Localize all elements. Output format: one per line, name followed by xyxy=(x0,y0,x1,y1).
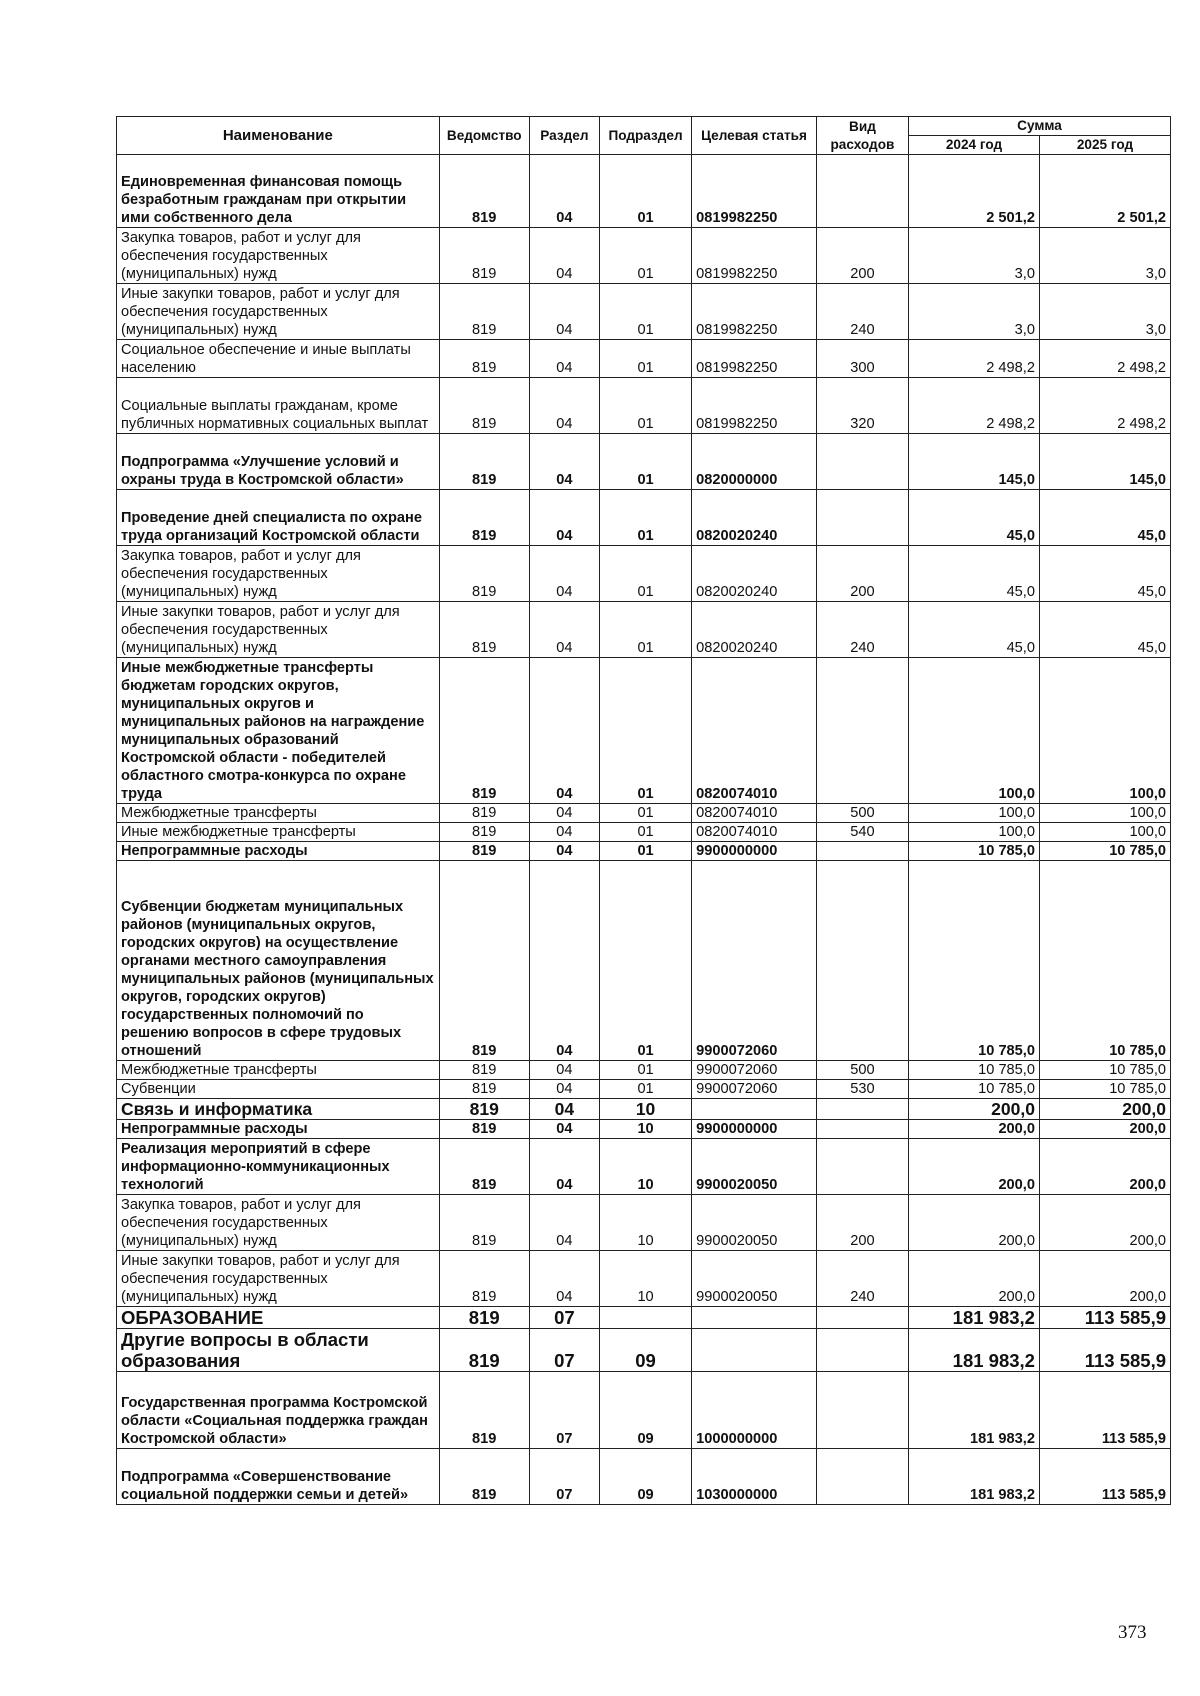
cell-target-article: 9900072060 xyxy=(692,1080,817,1099)
cell-sum-2024: 200,0 xyxy=(909,1195,1040,1251)
cell-name: Проведение дней специалиста по охране труда организаций Костромской области xyxy=(117,490,440,546)
cell-podrazdel: 09 xyxy=(599,1372,691,1449)
table-body xyxy=(117,155,1171,1505)
cell-name: Реализация мероприятий в сфере информационно-коммуникационных технологий xyxy=(117,1139,440,1195)
cell-podrazdel: 09 xyxy=(599,1329,691,1372)
cell-razdel: 07 xyxy=(529,1307,599,1329)
cell-vedomstvo: 819 xyxy=(439,602,529,658)
cell-podrazdel: 01 xyxy=(599,228,691,284)
header-razdel: Раздел xyxy=(529,117,599,155)
cell-target-article: 0820020240 xyxy=(692,602,817,658)
cell-sum-2025: 113 585,9 xyxy=(1039,1372,1170,1449)
cell-name: Непрограммные расходы xyxy=(117,1120,440,1139)
cell-expense-type xyxy=(816,1307,908,1329)
cell-sum-2025: 113 585,9 xyxy=(1039,1329,1170,1372)
cell-target-article: 9900072060 xyxy=(692,1061,817,1080)
cell-sum-2024: 181 983,2 xyxy=(909,1372,1040,1449)
cell-target-article: 0819982250 xyxy=(692,228,817,284)
cell-razdel: 04 xyxy=(529,378,599,434)
cell-expense-type: 200 xyxy=(816,546,908,602)
table-row xyxy=(117,378,1171,434)
cell-sum-2025: 200,0 xyxy=(1039,1139,1170,1195)
cell-sum-2025: 145,0 xyxy=(1039,434,1170,490)
cell-razdel: 04 xyxy=(529,155,599,228)
cell-target-article: 9900072060 xyxy=(692,861,817,1061)
cell-vedomstvo: 819 xyxy=(439,1195,529,1251)
cell-name: Социальные выплаты гражданам, кроме публичных нормативных социальных выплат xyxy=(117,378,440,434)
table-row xyxy=(117,434,1171,490)
cell-target-article xyxy=(692,1329,817,1372)
cell-sum-2024: 45,0 xyxy=(909,490,1040,546)
cell-target-article: 0820000000 xyxy=(692,434,817,490)
cell-sum-2024: 10 785,0 xyxy=(909,1061,1040,1080)
table-row xyxy=(117,340,1171,378)
cell-sum-2025: 45,0 xyxy=(1039,602,1170,658)
cell-target-article xyxy=(692,1099,817,1120)
cell-expense-type: 500 xyxy=(816,1061,908,1080)
cell-razdel: 04 xyxy=(529,434,599,490)
cell-name: Иные межбюджетные трансферты xyxy=(117,823,440,842)
table-row xyxy=(117,1195,1171,1251)
cell-podrazdel: 01 xyxy=(599,602,691,658)
cell-sum-2024: 200,0 xyxy=(909,1099,1040,1120)
cell-target-article: 9900020050 xyxy=(692,1195,817,1251)
cell-razdel: 04 xyxy=(529,823,599,842)
table-row xyxy=(117,1372,1171,1449)
table-row xyxy=(117,842,1171,861)
table-row xyxy=(117,1139,1171,1195)
header-year-2024: 2024 год xyxy=(909,136,1040,155)
cell-podrazdel: 10 xyxy=(599,1120,691,1139)
cell-expense-type: 200 xyxy=(816,1195,908,1251)
cell-sum-2025: 10 785,0 xyxy=(1039,1061,1170,1080)
cell-sum-2024: 2 498,2 xyxy=(909,378,1040,434)
table-row xyxy=(117,861,1171,1061)
cell-razdel: 04 xyxy=(529,228,599,284)
cell-sum-2025: 113 585,9 xyxy=(1039,1449,1170,1505)
cell-razdel: 04 xyxy=(529,1139,599,1195)
cell-razdel: 04 xyxy=(529,1120,599,1139)
cell-sum-2024: 45,0 xyxy=(909,602,1040,658)
cell-name: Межбюджетные трансферты xyxy=(117,804,440,823)
cell-razdel: 07 xyxy=(529,1372,599,1449)
cell-podrazdel: 01 xyxy=(599,284,691,340)
cell-name: ОБРАЗОВАНИЕ xyxy=(117,1307,440,1329)
header-name: Наименование xyxy=(117,117,440,155)
cell-podrazdel: 10 xyxy=(599,1099,691,1120)
cell-expense-type xyxy=(816,1372,908,1449)
cell-podrazdel: 10 xyxy=(599,1195,691,1251)
cell-vedomstvo: 819 xyxy=(439,490,529,546)
cell-vedomstvo: 819 xyxy=(439,1372,529,1449)
cell-sum-2025: 100,0 xyxy=(1039,804,1170,823)
cell-expense-type xyxy=(816,1449,908,1505)
table-row xyxy=(117,1307,1171,1329)
cell-name: Другие вопросы в области образования xyxy=(117,1329,440,1372)
cell-vedomstvo: 819 xyxy=(439,658,529,804)
cell-target-article: 0819982250 xyxy=(692,284,817,340)
cell-sum-2024: 45,0 xyxy=(909,546,1040,602)
cell-razdel: 04 xyxy=(529,658,599,804)
cell-razdel: 04 xyxy=(529,1195,599,1251)
cell-vedomstvo: 819 xyxy=(439,804,529,823)
cell-sum-2024: 200,0 xyxy=(909,1120,1040,1139)
header-year-2025: 2025 год xyxy=(1039,136,1170,155)
cell-sum-2024: 100,0 xyxy=(909,823,1040,842)
cell-expense-type xyxy=(816,658,908,804)
table-row xyxy=(117,1061,1171,1080)
header-vedomstvo: Ведомство xyxy=(439,117,529,155)
cell-expense-type: 240 xyxy=(816,284,908,340)
cell-sum-2024: 100,0 xyxy=(909,658,1040,804)
cell-name: Закупка товаров, работ и услуг для обеспечения государственных (муниципальных) нужд xyxy=(117,228,440,284)
cell-name: Социальное обеспечение и иные выплаты населению xyxy=(117,340,440,378)
cell-razdel: 04 xyxy=(529,340,599,378)
table-row xyxy=(117,546,1171,602)
cell-name: Единовременная финансовая помощь безработным гражданам при открытии ими собственного дела xyxy=(117,155,440,228)
cell-expense-type xyxy=(816,1329,908,1372)
cell-expense-type: 200 xyxy=(816,228,908,284)
cell-name: Связь и информатика xyxy=(117,1099,440,1120)
cell-razdel: 04 xyxy=(529,490,599,546)
cell-target-article: 9900000000 xyxy=(692,1120,817,1139)
cell-vedomstvo: 819 xyxy=(439,842,529,861)
cell-vedomstvo: 819 xyxy=(439,1080,529,1099)
cell-expense-type: 540 xyxy=(816,823,908,842)
header-summa: Сумма xyxy=(909,117,1171,136)
cell-expense-type xyxy=(816,1120,908,1139)
cell-sum-2024: 181 983,2 xyxy=(909,1449,1040,1505)
cell-vedomstvo: 819 xyxy=(439,228,529,284)
cell-vedomstvo: 819 xyxy=(439,546,529,602)
cell-target-article: 0820020240 xyxy=(692,546,817,602)
cell-name: Непрограммные расходы xyxy=(117,842,440,861)
cell-target-article: 0819982250 xyxy=(692,340,817,378)
table-header xyxy=(117,117,1171,155)
cell-sum-2024: 3,0 xyxy=(909,284,1040,340)
cell-razdel: 04 xyxy=(529,1061,599,1080)
table-row xyxy=(117,823,1171,842)
header-target-article: Целевая статья xyxy=(692,117,817,155)
header-expense-type: Вид расходов xyxy=(816,117,908,155)
cell-razdel: 04 xyxy=(529,546,599,602)
cell-vedomstvo: 819 xyxy=(439,1120,529,1139)
table-row xyxy=(117,228,1171,284)
cell-target-article xyxy=(692,1307,817,1329)
cell-vedomstvo: 819 xyxy=(439,155,529,228)
cell-name: Иные закупки товаров, работ и услуг для обеспечения государственных (муниципальных) нужд xyxy=(117,284,440,340)
budget-table xyxy=(116,116,1171,1505)
cell-podrazdel: 01 xyxy=(599,378,691,434)
cell-vedomstvo: 819 xyxy=(439,1139,529,1195)
cell-sum-2025: 3,0 xyxy=(1039,284,1170,340)
cell-podrazdel: 01 xyxy=(599,658,691,804)
cell-sum-2024: 145,0 xyxy=(909,434,1040,490)
cell-sum-2025: 10 785,0 xyxy=(1039,1080,1170,1099)
cell-podrazdel: 01 xyxy=(599,155,691,228)
cell-podrazdel: 01 xyxy=(599,434,691,490)
cell-target-article: 0820074010 xyxy=(692,804,817,823)
cell-razdel: 04 xyxy=(529,804,599,823)
cell-vedomstvo: 819 xyxy=(439,1449,529,1505)
cell-target-article: 0820020240 xyxy=(692,490,817,546)
cell-sum-2025: 100,0 xyxy=(1039,658,1170,804)
cell-sum-2025: 45,0 xyxy=(1039,546,1170,602)
cell-name: Закупка товаров, работ и услуг для обеспечения государственных (муниципальных) нужд xyxy=(117,546,440,602)
table-row xyxy=(117,602,1171,658)
cell-vedomstvo: 819 xyxy=(439,1329,529,1372)
cell-vedomstvo: 819 xyxy=(439,823,529,842)
cell-vedomstvo: 819 xyxy=(439,1099,529,1120)
cell-name: Иные закупки товаров, работ и услуг для обеспечения государственных (муниципальных) нужд xyxy=(117,1251,440,1307)
cell-name: Субвенции бюджетам муниципальных районов (муниципальных округов, городских округов) на осуществление органами местного самоуправления муниципальных районов (муниципальных округов, городских округов) государственных полномочий по решению вопросов в сфере трудовых отношений xyxy=(117,861,440,1061)
cell-sum-2024: 181 983,2 xyxy=(909,1329,1040,1372)
cell-sum-2025: 200,0 xyxy=(1039,1251,1170,1307)
cell-expense-type: 240 xyxy=(816,602,908,658)
cell-name: Подпрограмма «Улучшение условий и охраны труда в Костромской области» xyxy=(117,434,440,490)
cell-name: Подпрограмма «Совершенствование социальной поддержки семьи и детей» xyxy=(117,1449,440,1505)
cell-podrazdel: 01 xyxy=(599,340,691,378)
cell-target-article: 9900020050 xyxy=(692,1251,817,1307)
cell-name: Субвенции xyxy=(117,1080,440,1099)
table-row xyxy=(117,155,1171,228)
cell-target-article: 1000000000 xyxy=(692,1372,817,1449)
cell-sum-2024: 2 498,2 xyxy=(909,340,1040,378)
cell-expense-type: 500 xyxy=(816,804,908,823)
cell-name: Иные межбюджетные трансферты бюджетам городских округов, муниципальных округов и муниципальных районов на награждение муниципальных образований Костромской области - победителей областного смотра-конкурса по охране труда xyxy=(117,658,440,804)
cell-expense-type xyxy=(816,861,908,1061)
cell-sum-2024: 10 785,0 xyxy=(909,861,1040,1061)
cell-expense-type xyxy=(816,155,908,228)
cell-expense-type: 530 xyxy=(816,1080,908,1099)
cell-name: Иные закупки товаров, работ и услуг для обеспечения государственных (муниципальных) нужд xyxy=(117,602,440,658)
cell-sum-2025: 2 498,2 xyxy=(1039,340,1170,378)
cell-podrazdel: 01 xyxy=(599,842,691,861)
page-number: 373 xyxy=(1118,1622,1147,1643)
cell-podrazdel: 09 xyxy=(599,1449,691,1505)
cell-podrazdel: 01 xyxy=(599,804,691,823)
cell-name: Межбюджетные трансферты xyxy=(117,1061,440,1080)
table-row xyxy=(117,1251,1171,1307)
cell-target-article: 0820074010 xyxy=(692,823,817,842)
table-row xyxy=(117,284,1171,340)
cell-sum-2024: 2 501,2 xyxy=(909,155,1040,228)
cell-sum-2024: 10 785,0 xyxy=(909,842,1040,861)
cell-expense-type xyxy=(816,1099,908,1120)
cell-podrazdel: 10 xyxy=(599,1251,691,1307)
cell-expense-type xyxy=(816,490,908,546)
cell-sum-2025: 200,0 xyxy=(1039,1099,1170,1120)
cell-podrazdel xyxy=(599,1307,691,1329)
cell-sum-2025: 3,0 xyxy=(1039,228,1170,284)
cell-expense-type: 240 xyxy=(816,1251,908,1307)
cell-podrazdel: 01 xyxy=(599,1080,691,1099)
cell-podrazdel: 01 xyxy=(599,490,691,546)
cell-sum-2024: 3,0 xyxy=(909,228,1040,284)
cell-target-article: 9900000000 xyxy=(692,842,817,861)
cell-sum-2025: 200,0 xyxy=(1039,1195,1170,1251)
table-row xyxy=(117,1449,1171,1505)
cell-vedomstvo: 819 xyxy=(439,1061,529,1080)
cell-sum-2025: 10 785,0 xyxy=(1039,861,1170,1061)
table-row xyxy=(117,1120,1171,1139)
cell-vedomstvo: 819 xyxy=(439,1251,529,1307)
cell-target-article: 1030000000 xyxy=(692,1449,817,1505)
cell-razdel: 04 xyxy=(529,1080,599,1099)
header-podrazdel: Подраздел xyxy=(599,117,691,155)
cell-vedomstvo: 819 xyxy=(439,284,529,340)
cell-target-article: 0819982250 xyxy=(692,378,817,434)
cell-target-article: 9900020050 xyxy=(692,1139,817,1195)
cell-sum-2025: 2 501,2 xyxy=(1039,155,1170,228)
cell-razdel: 04 xyxy=(529,842,599,861)
cell-razdel: 07 xyxy=(529,1449,599,1505)
cell-expense-type xyxy=(816,842,908,861)
cell-razdel: 04 xyxy=(529,1099,599,1120)
table-row xyxy=(117,1329,1171,1372)
cell-razdel: 04 xyxy=(529,602,599,658)
cell-name: Государственная программа Костромской области «Социальная поддержка граждан Костромской области» xyxy=(117,1372,440,1449)
cell-expense-type: 320 xyxy=(816,378,908,434)
cell-sum-2024: 181 983,2 xyxy=(909,1307,1040,1329)
cell-sum-2024: 10 785,0 xyxy=(909,1080,1040,1099)
cell-vedomstvo: 819 xyxy=(439,378,529,434)
cell-podrazdel: 01 xyxy=(599,823,691,842)
cell-sum-2025: 10 785,0 xyxy=(1039,842,1170,861)
cell-vedomstvo: 819 xyxy=(439,340,529,378)
cell-sum-2024: 200,0 xyxy=(909,1139,1040,1195)
cell-sum-2025: 45,0 xyxy=(1039,490,1170,546)
cell-target-article: 0820074010 xyxy=(692,658,817,804)
cell-sum-2025: 113 585,9 xyxy=(1039,1307,1170,1329)
cell-expense-type: 300 xyxy=(816,340,908,378)
table-row xyxy=(117,1099,1171,1120)
table-row xyxy=(117,490,1171,546)
cell-podrazdel: 10 xyxy=(599,1139,691,1195)
table-row xyxy=(117,658,1171,804)
cell-expense-type xyxy=(816,434,908,490)
cell-vedomstvo: 819 xyxy=(439,1307,529,1329)
cell-podrazdel: 01 xyxy=(599,861,691,1061)
cell-razdel: 07 xyxy=(529,1329,599,1372)
cell-target-article: 0819982250 xyxy=(692,155,817,228)
cell-podrazdel: 01 xyxy=(599,546,691,602)
cell-podrazdel: 01 xyxy=(599,1061,691,1080)
cell-sum-2024: 200,0 xyxy=(909,1251,1040,1307)
cell-razdel: 04 xyxy=(529,284,599,340)
cell-sum-2025: 200,0 xyxy=(1039,1120,1170,1139)
table-row xyxy=(117,1080,1171,1099)
cell-sum-2025: 2 498,2 xyxy=(1039,378,1170,434)
table-row xyxy=(117,804,1171,823)
cell-vedomstvo: 819 xyxy=(439,861,529,1061)
cell-razdel: 04 xyxy=(529,1251,599,1307)
cell-expense-type xyxy=(816,1139,908,1195)
cell-sum-2024: 100,0 xyxy=(909,804,1040,823)
cell-razdel: 04 xyxy=(529,861,599,1061)
cell-vedomstvo: 819 xyxy=(439,434,529,490)
cell-name: Закупка товаров, работ и услуг для обеспечения государственных (муниципальных) нужд xyxy=(117,1195,440,1251)
cell-sum-2025: 100,0 xyxy=(1039,823,1170,842)
